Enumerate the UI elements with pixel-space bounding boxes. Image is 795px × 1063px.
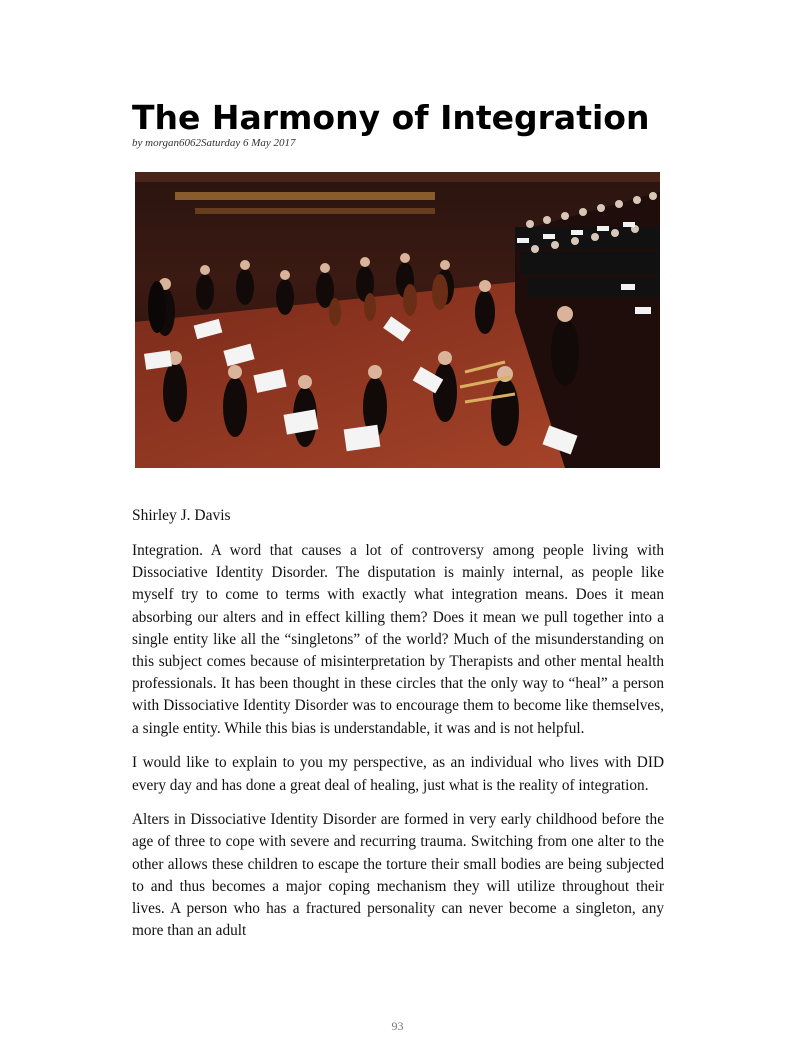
orchestra-photo: [135, 172, 660, 468]
author-name: Shirley J. Davis: [132, 507, 231, 524]
page-number: 93: [391, 1019, 404, 1033]
article-title: The Harmony of Integration: [132, 98, 650, 137]
paragraph: I would like to explain to you my perspective, as an individual who lives with DID every day and has done a great deal of healing, just what is the reality of integration.: [132, 754, 664, 794]
article-byline: by morgan6062Saturday 6 May 2017: [132, 137, 296, 149]
paragraph: Alters in Dissociative Identity Disorder are formed in very early childhood before the age of three to cope with severe and recurring trauma. Switching from one alter to the other allows these children to escape the torture their small bodies are being subjected to and thus becomes a major coping mechanism they will utilize throughout their lives. A person who has a fractured personality can never become a singleton, any more than an adult: [132, 811, 664, 940]
article-body: [132, 540, 664, 955]
paragraph: Integration. A word that causes a lot of controversy among people living with Dissociative Identity Disorder. The disputation is mainly internal, as people like myself try to come to terms with exactly what integration means. Does it mean absorbing our alters and in effect killing them? Does it mean we pull together into a single entity like all the “singletons” of the world? Much of the misunderstanding on this subject comes because of misinterpretation by Therapists and other mental health professionals. It has been thought in these circles that the only way to “heal” a person with Dissociative Identity Disorder was to encourage them to become like themselves, a single entity. While this bias is understandable, it was and is not helpful.: [132, 542, 664, 737]
